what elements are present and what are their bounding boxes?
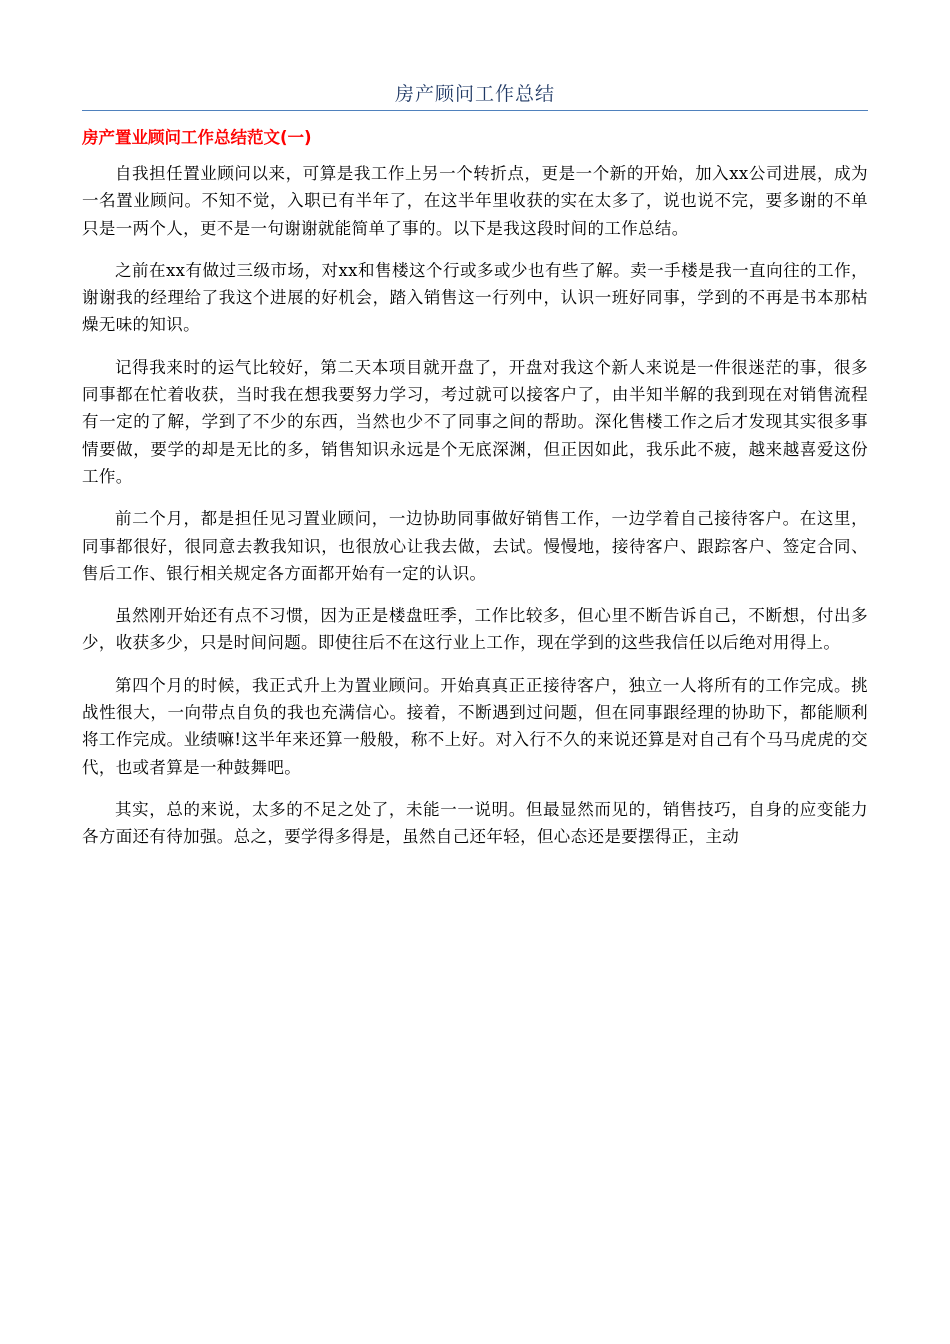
paragraph: 虽然刚开始还有点不习惯，因为正是楼盘旺季，工作比较多，但心里不断告诉自己，不断想，付出多少，收获多少，只是时间问题。即使往后不在这行业上工作，现在学到的这些我信任以后绝对用得上。 xyxy=(82,606,868,653)
document-title: 房产顾问工作总结 xyxy=(394,83,555,105)
document-body xyxy=(82,160,868,866)
paragraph: 其实，总的来说，太多的不足之处了，未能一一说明。但最显然而见的，销售技巧，自身的应变能力各方面还有待加强。总之，要学得多得是，虽然自己还年轻，但心态还是要摆得正，主动 xyxy=(82,799,868,847)
paragraph: 记得我来时的运气比较好，第二天本项目就开盘了，开盘对我这个新人来说是一件很迷茫的事，很多同事都在忙着收获，当时我在想我要努力学习，考过就可以接客户了，由半知半解的我到现在对销售流程有一定的了解，学到了不少的东西，当然也少不了同事之间的帮助。深化售楼工作之后才发现其实很多事情要做，要学的却是无比的多，销售知识永远是个无底深渊，但正因如此，我乐此不疲，越来越喜爱这份工作。 xyxy=(82,357,868,486)
document-header xyxy=(82,80,868,111)
paragraph: 第四个月的时候，我正式升上为置业顾问。开始真真正正接待客户，独立一人将所有的工作完成。挑战性很大，一向带点自负的我也充满信心。接着，不断遇到过问题，但在同事跟经理的协助下，都能顺利将工作完成。业绩嘛!这半年来还算一般般，称不上好。对入行不久的来说还算是对自己有个马马虎虎的交代，也或者算是一种鼓舞吧。 xyxy=(82,675,868,777)
section-heading: 房产置业顾问工作总结范文(一) xyxy=(82,128,312,147)
paragraph: 自我担任置业顾问以来，可算是我工作上另一个转折点，更是一个新的开始，加入xx公司进展，成为一名置业顾问。不知不觉，入职已有半年了，在这半年里收获的实在太多了，说也说不完，要多谢的不单只是一两个人，更不是一句谢谢就能简单了事的。以下是我这段时间的工作总结。 xyxy=(82,164,868,238)
paragraph: 之前在xx有做过三级市场，对xx和售楼这个行或多或少也有些了解。卖一手楼是我一直向往的工作，谢谢我的经理给了我这个进展的好机会，踏入销售这一行列中，认识一班好同事，学到的不再是书本那枯燥无味的知识。 xyxy=(82,260,868,335)
paragraph: 前二个月，都是担任见习置业顾问，一边协助同事做好销售工作，一边学着自己接待客户。在这里，同事都很好，很同意去教我知识，也很放心让我去做，去试。慢慢地，接待客户、跟踪客户、签定合同、售后工作、银行相关规定各方面都开始有一定的认识。 xyxy=(82,509,868,583)
